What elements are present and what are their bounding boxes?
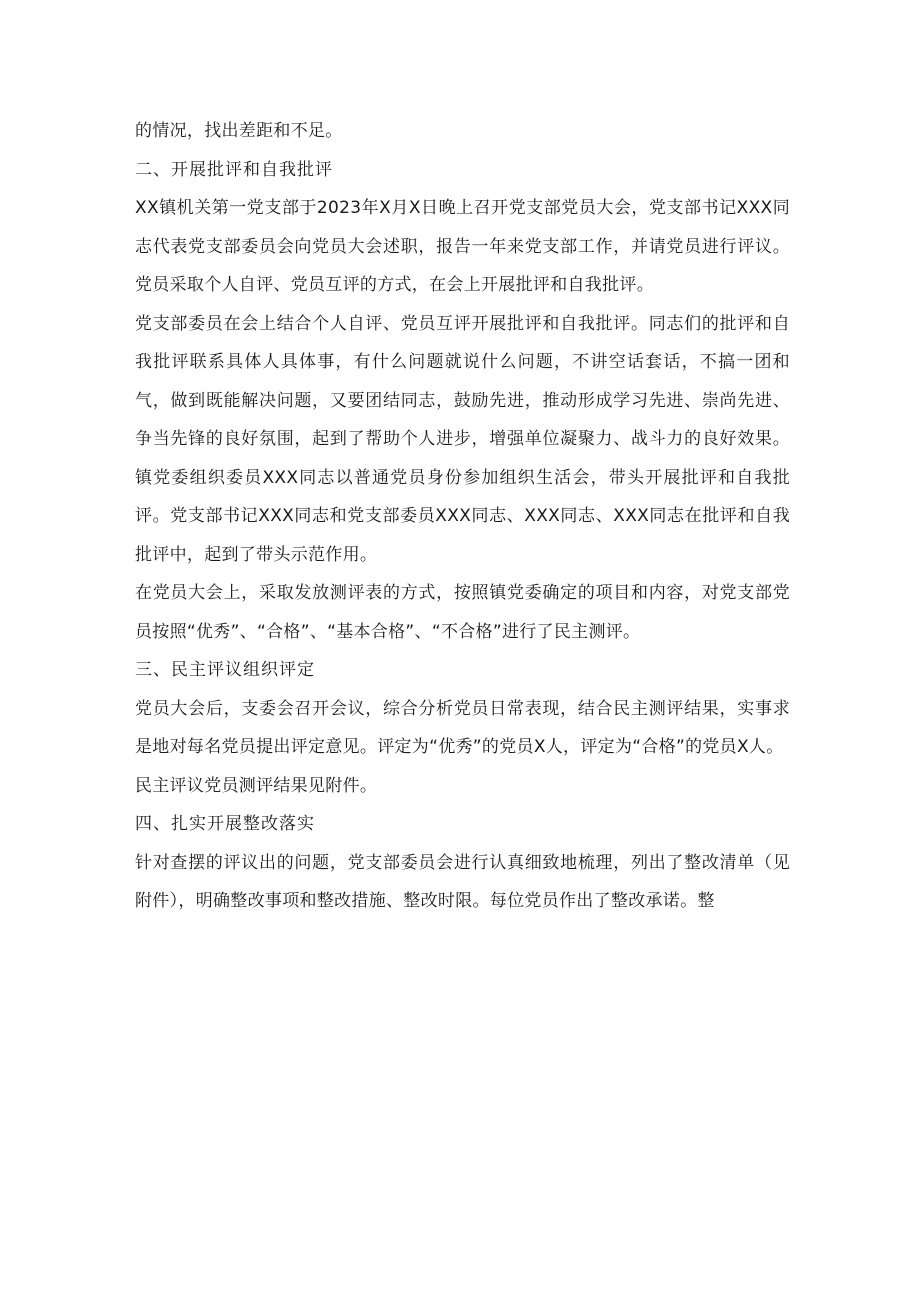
- paragraph-attachment-note: 民主评议党员测评结果见附件。: [135, 775, 378, 796]
- paragraph-criticism: 党支部委员在会上结合个人自评、党员互评开展批评和自我批评。同志们的批评和自我批评联系具体人具体事，有什么问题就说什么问题，不讲空话套话，不搞一团和气，做到既能解决问题，又要团结同志，鼓励先进，推动形成学习先进、崇尚先进、争当先锋的良好氛围，起到了帮助个人进步，增强单位凝聚力、战斗力的良好效果。镇党委组织委员XXX同志以普通党员身份参加组织生活会，带头开展批评和自我批评。党支部书记XXX同志和党支部委员XXX同志、XXX同志、XXX同志在批评和自我批评中，起到了带头示范作用。: [135, 313, 790, 565]
- paragraph-evaluation: 在党员大会上，采取发放测评表的方式，按照镇党委确定的项目和内容，对党支部党员按照“优秀”、“合格”、“基本合格”、“不合格”进行了民主测评。: [135, 583, 790, 642]
- paragraph-assessment: 党员大会后，支委会召开会议，综合分析党员日常表现，结合民主测评结果，实事求是地对每名党员提出评定意见。评定为“优秀”的党员X人，评定为“合格”的党员X人。: [135, 698, 790, 757]
- section-heading-4: 四、扎实开展整改落实: [135, 814, 315, 834]
- paragraph-meeting: XX镇机关第一党支部于2023年X月X日晚上召开党支部党员大会，党支部书记XXX同志代表党支部委员会向党员大会述职，报告一年来党支部工作，并请党员进行评议。党员采取个人自评、党员互评的方式，在会上开展批评和自我批评。: [135, 198, 790, 295]
- paragraph-continued: 的情况，找出差距和不足。: [135, 121, 343, 141]
- document-body: [135, 112, 790, 921]
- section-heading-3: 三、民主评议组织评定: [135, 660, 315, 680]
- paragraph-rectification: 针对查摆的评议出的问题，党支部委员会进行认真细致地梳理，列出了整改清单（见附件），明确整改事项和整改措施、整改时限。每位党员作出了整改承诺。整: [135, 852, 790, 911]
- section-heading-2: 二、开展批评和自我批评: [135, 159, 333, 180]
